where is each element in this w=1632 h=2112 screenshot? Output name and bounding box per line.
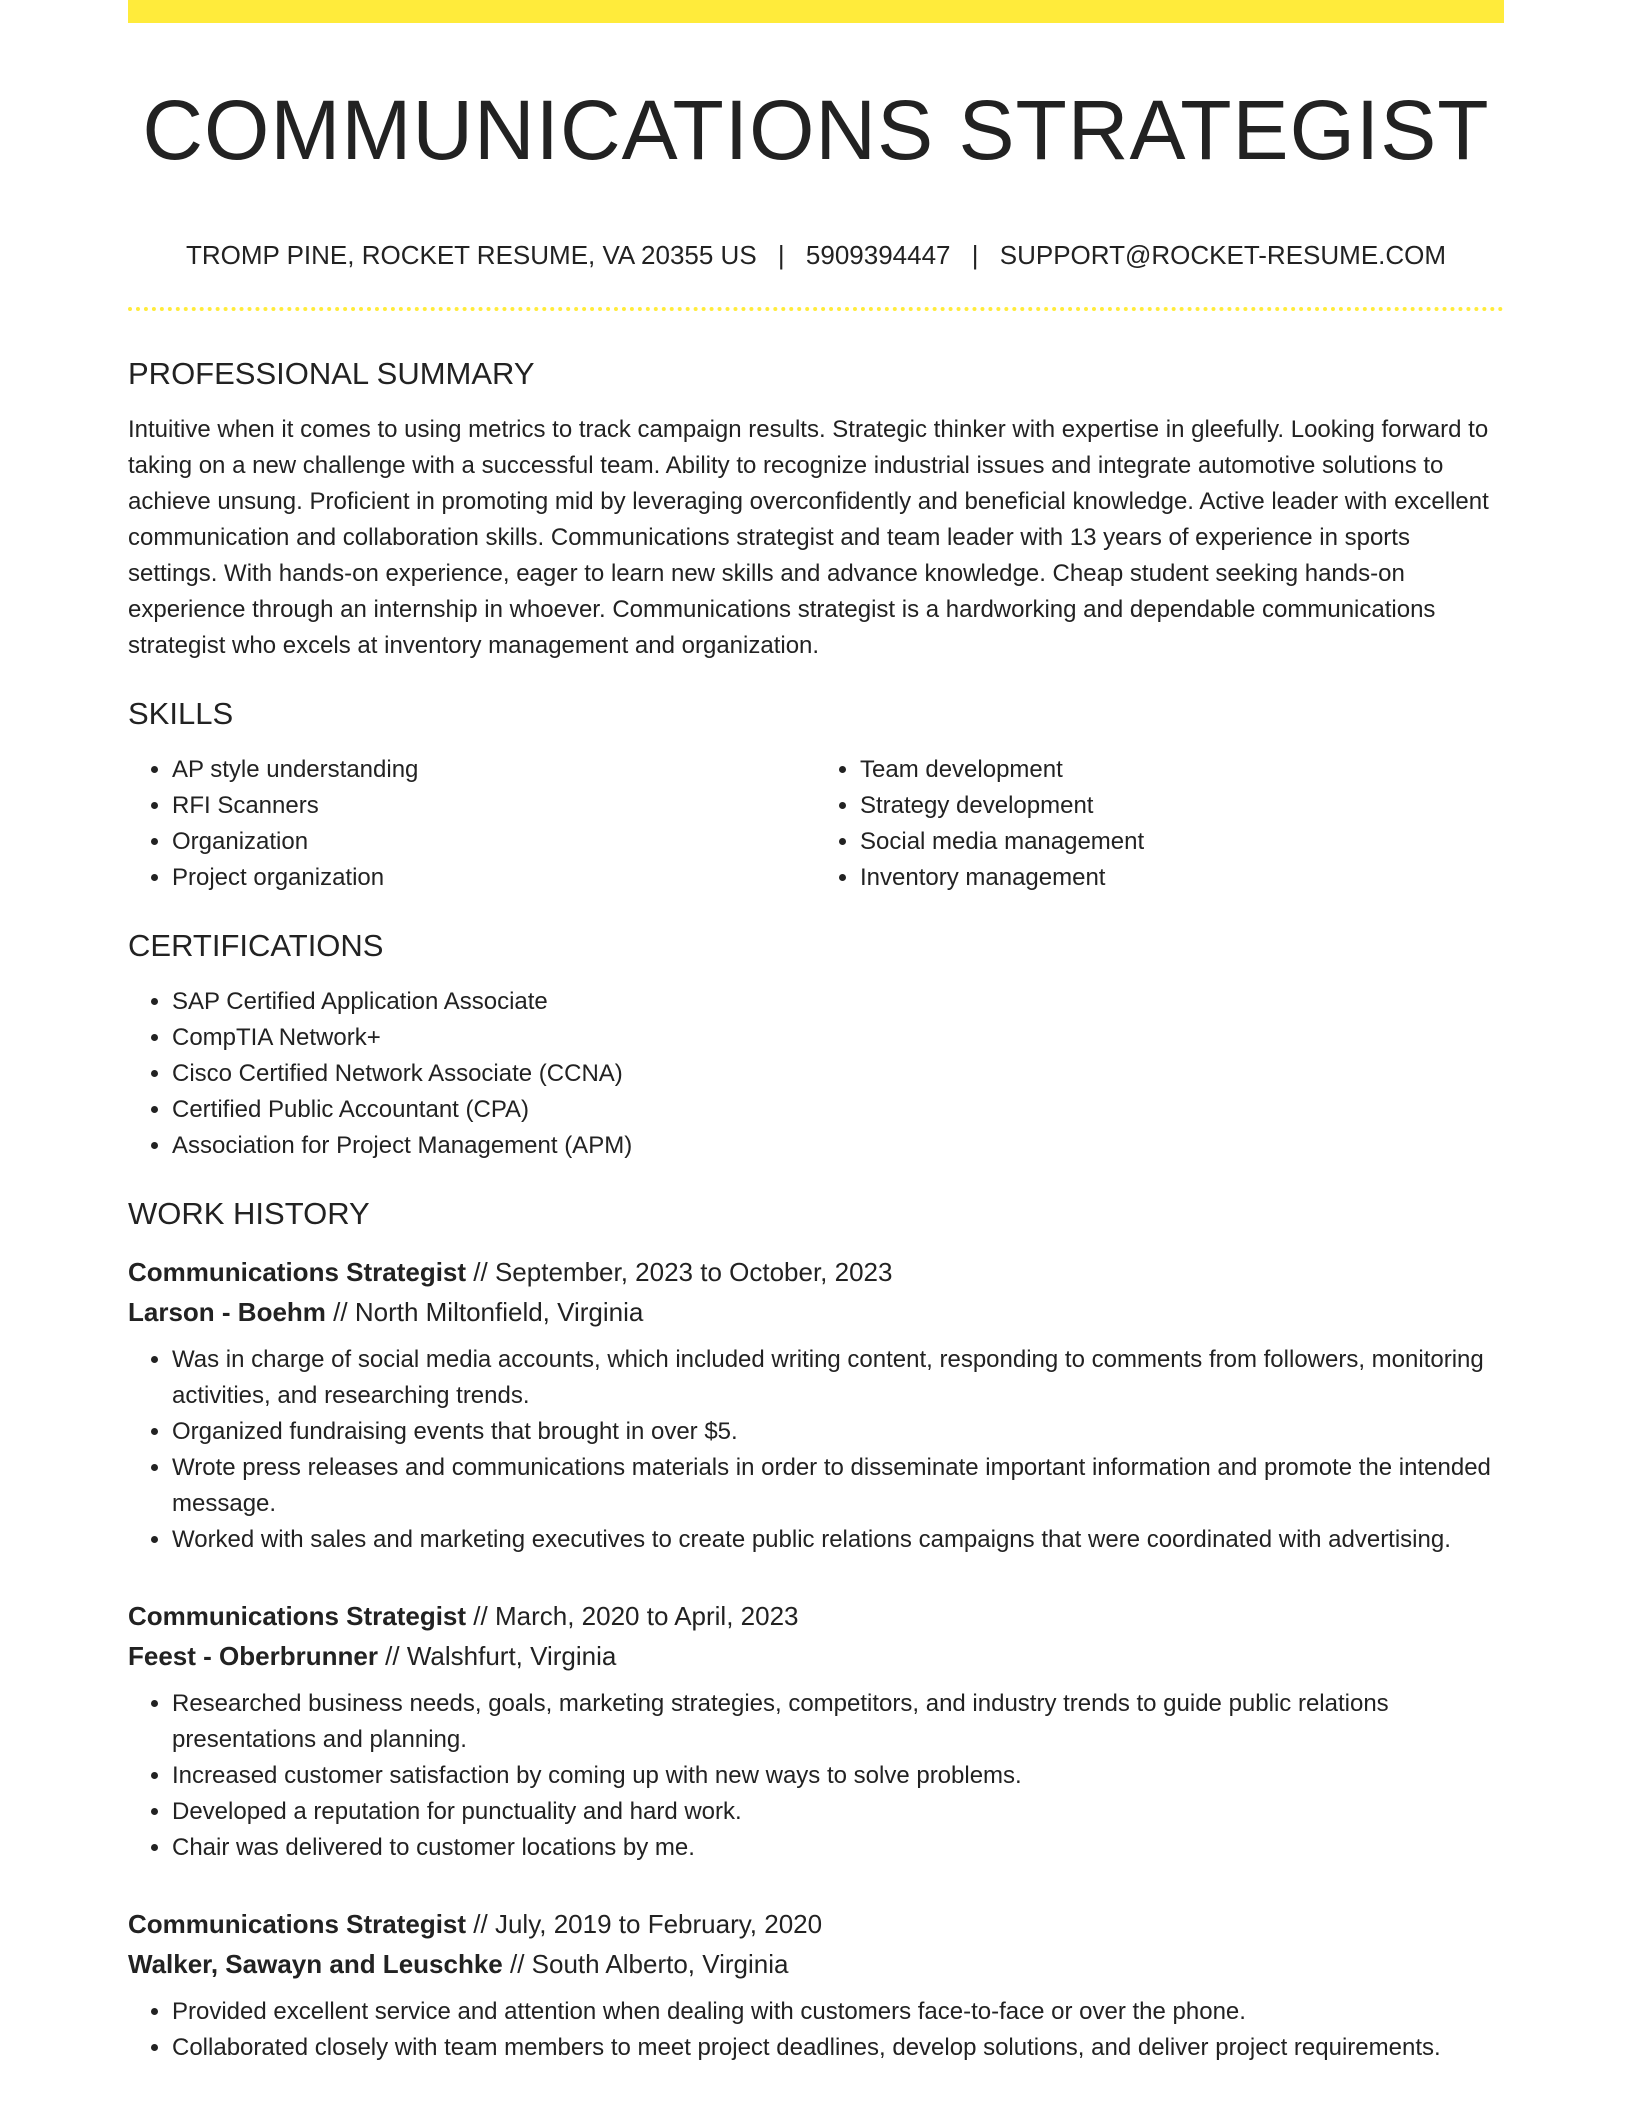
job-entry <box>128 1904 1504 2066</box>
job-company: Larson - Boehm <box>128 1297 326 1327</box>
summary-text: Intuitive when it comes to using metrics to track campaign results. Strategic thinker with expertise in gleefully. Looking forward to taking on a new challenge with a successful team. Ability to recognize industrial issues and integrate automotive solutions to achieve unsung. Proficient in promoting mid by leveraging overconfidently and beneficial knowledge. Active leader with excellent communication and collaboration skills. Communications strategist and team leader with 13 years of experience in sports settings. With hands-on experience, eager to learn new skills and advance knowledge. Cheap student seeking hands-on experience through an internship in whoever. Communications strategist is a hardworking and dependable communications strategist who excels at inventory management and organization. <box>128 416 1489 659</box>
skill-item: • Team development <box>860 752 1504 788</box>
job-title: Communications Strategist <box>128 1601 467 1631</box>
resume-content <box>128 350 1504 2066</box>
skill-item: • Social media management <box>860 824 1504 860</box>
job-dates: // July, 2019 to February, 2020 <box>473 1909 823 1939</box>
job-bullets <box>128 1686 1504 1866</box>
skill-item: • AP style understanding <box>172 752 816 788</box>
job-bullet: • Collaborated closely with team members to meet project deadlines, develop solutions, and deliver project requirements. <box>172 2030 1504 2066</box>
job-title-line <box>128 1904 1504 1944</box>
certification-item: • SAP Certified Application Associate <box>172 984 1504 1020</box>
job-title: Communications Strategist <box>128 1257 467 1287</box>
job-location: // Walshfurt, Virginia <box>385 1641 617 1671</box>
certifications-heading: CERTIFICATIONS <box>128 928 384 963</box>
job-bullet: • Provided excellent service and attention when dealing with customers face-to-face or over the phone. <box>172 1994 1504 2030</box>
skills-grid <box>128 738 1504 896</box>
certification-item: • CompTIA Network+ <box>172 1020 1504 1056</box>
job-bullet: • Developed a reputation for punctuality and hard work. <box>172 1794 1504 1830</box>
dotted-divider <box>128 307 1504 311</box>
contact-address: TROMP PINE, ROCKET RESUME, VA 20355 US <box>185 240 757 270</box>
job-company-line <box>128 1636 1504 1676</box>
job-title: Communications Strategist <box>128 1909 467 1939</box>
skill-item: • Inventory management <box>860 860 1504 896</box>
skill-item: • RFI Scanners <box>172 788 816 824</box>
job-location: // North Miltonfield, Virginia <box>333 1297 644 1327</box>
skill-item: • Organization <box>172 824 816 860</box>
job-bullets <box>128 1342 1504 1558</box>
job-bullet: • Researched business needs, goals, marketing strategies, competitors, and industry trends to guide public relations presentations and planning. <box>172 1686 1504 1758</box>
contact-phone: 5909394447 <box>805 240 951 270</box>
skills-list-right <box>816 752 1504 896</box>
job-bullet: • Increased customer satisfaction by coming up with new ways to solve problems. <box>172 1758 1504 1794</box>
skills-heading: SKILLS <box>128 696 234 731</box>
job-bullet: • Organized fundraising events that brought in over $5. <box>172 1414 1504 1450</box>
skill-item: • Project organization <box>172 860 816 896</box>
skills-list-left <box>128 752 816 896</box>
job-company: Walker, Sawayn and Leuschke <box>128 1949 503 1979</box>
page-title: COMMUNICATIONS STRATEGIST <box>142 83 1490 177</box>
job-bullet: • Wrote press releases and communications materials in order to disseminate important information and promote the intended message. <box>172 1450 1504 1522</box>
work-history-heading: WORK HISTORY <box>128 1196 370 1231</box>
job-dates: // September, 2023 to October, 2023 <box>473 1257 893 1287</box>
summary-heading: PROFESSIONAL SUMMARY <box>128 356 535 391</box>
certifications-section <box>128 922 1504 1164</box>
job-company-line <box>128 1292 1504 1332</box>
contact-email: SUPPORT@ROCKET-RESUME.COM <box>999 240 1447 270</box>
contact-separator: | <box>777 240 785 270</box>
job-bullets <box>128 1994 1504 2066</box>
job-entry <box>128 1596 1504 1866</box>
certification-item: • Cisco Certified Network Associate (CCNA) <box>172 1056 1504 1092</box>
job-bullet: • Was in charge of social media accounts, which included writing content, responding to comments from followers, monitoring activities, and researching trends. <box>172 1342 1504 1414</box>
job-dates: // March, 2020 to April, 2023 <box>473 1601 799 1631</box>
work-history-section <box>128 1190 1504 2066</box>
job-company-line <box>128 1944 1504 1984</box>
job-bullet: • Worked with sales and marketing executives to create public relations campaigns that were coordinated with advertising. <box>172 1522 1504 1558</box>
job-title-line <box>128 1596 1504 1636</box>
contact-separator: | <box>971 240 979 270</box>
job-entry <box>128 1252 1504 1558</box>
skills-section <box>128 690 1504 896</box>
job-company: Feest - Oberbrunner <box>128 1641 378 1671</box>
accent-bar <box>128 0 1504 23</box>
certifications-list <box>128 984 1504 1164</box>
job-location: // South Alberto, Virginia <box>510 1949 789 1979</box>
certification-item: • Certified Public Accountant (CPA) <box>172 1092 1504 1128</box>
job-title-line <box>128 1252 1504 1292</box>
job-bullet: • Chair was delivered to customer locations by me. <box>172 1830 1504 1866</box>
contact-line <box>128 238 1504 272</box>
certification-item: • Association for Project Management (APM) <box>172 1128 1504 1164</box>
skill-item: • Strategy development <box>860 788 1504 824</box>
summary-section <box>128 350 1504 664</box>
